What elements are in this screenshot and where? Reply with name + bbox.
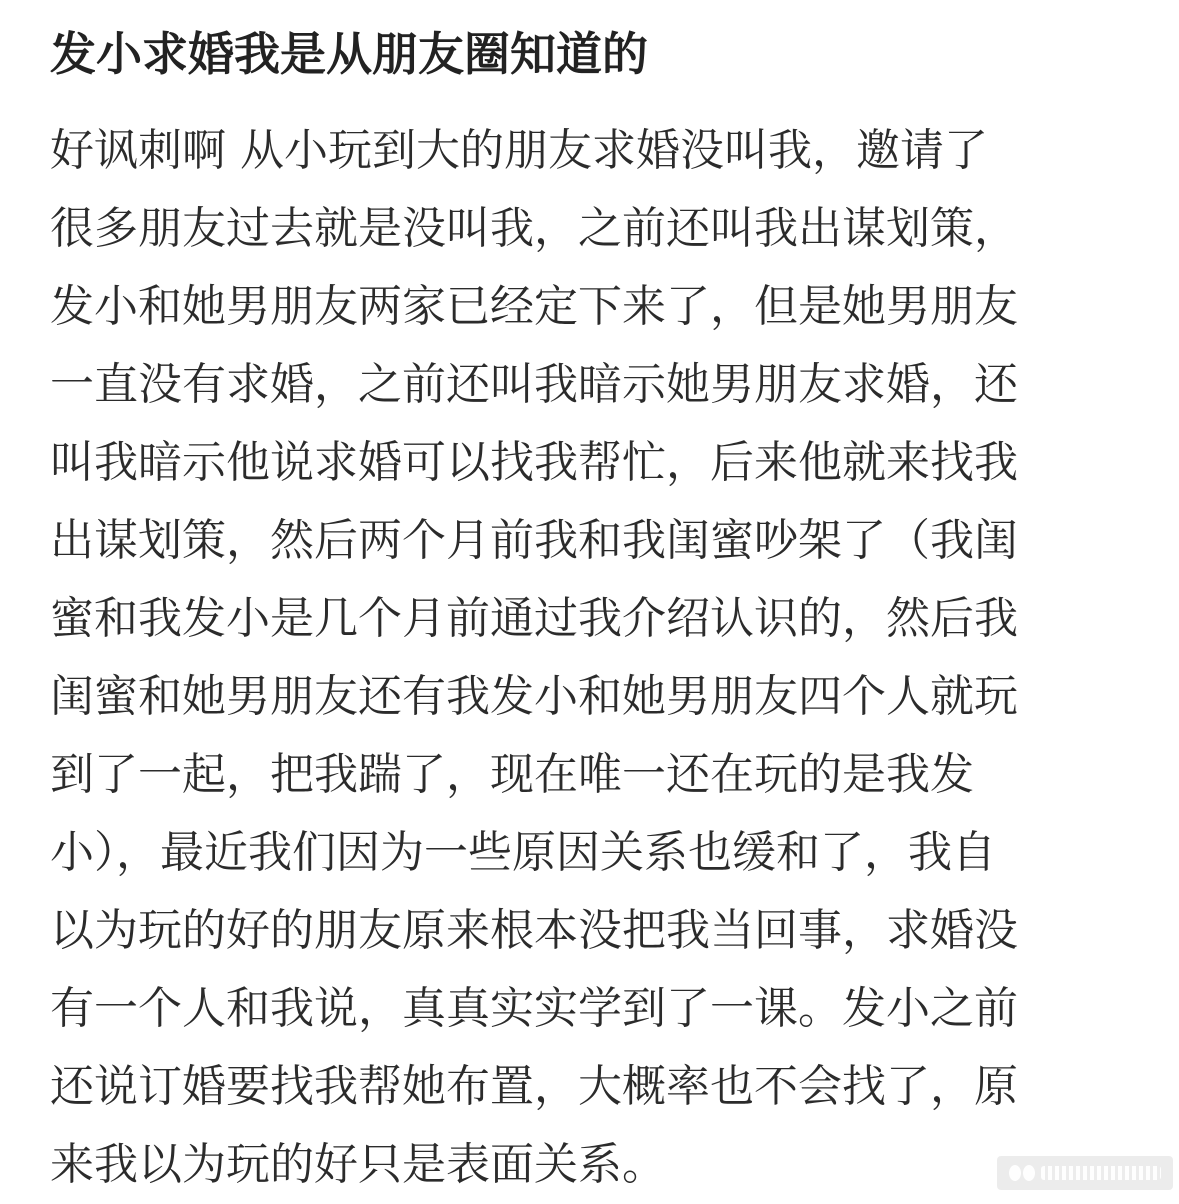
watermark	[997, 1156, 1173, 1190]
body-line: 叫我暗示他说求婚可以找我帮忙，后来他就来找我	[50, 437, 1018, 488]
body-line: 好讽刺啊 从小玩到大的朋友求婚没叫我，邀请了	[50, 125, 988, 176]
post-title: 发小求婚我是从朋友圈知道的	[50, 27, 648, 81]
body-line: 很多朋友过去就是没叫我，之前还叫我出谋划策，	[50, 203, 1018, 254]
body-line: 来我以为玩的好只是表面关系。	[50, 1139, 666, 1190]
body-line: 蜜和我发小是几个月前通过我介绍认识的，然后我	[50, 593, 1018, 644]
body-line: 还说订婚要找我帮她布置，大概率也不会找了，原	[50, 1061, 1018, 1112]
body-line: 小），最近我们因为一些原因关系也缓和了，我自	[50, 827, 996, 878]
body-line: 闺蜜和她男朋友还有我发小和她男朋友四个人就玩	[50, 671, 1018, 722]
body-line: 发小和她男朋友两家已经定下来了，但是她男朋友	[50, 281, 1018, 332]
watermark-logo-icon	[1009, 1162, 1035, 1184]
body-line: 到了一起，把我踹了，现在唯一还在玩的是我发	[50, 749, 974, 800]
watermark-text	[1041, 1166, 1161, 1180]
body-line: 有一个人和我说，真真实实学到了一课。发小之前	[50, 983, 1018, 1034]
body-line: 以为玩的好的朋友原来根本没把我当回事，求婚没	[50, 905, 1018, 956]
post-body	[50, 112, 1140, 1204]
body-line: 一直没有求婚，之前还叫我暗示她男朋友求婚，还	[50, 359, 1018, 410]
body-line: 出谋划策，然后两个月前我和我闺蜜吵架了（我闺	[50, 515, 1018, 566]
